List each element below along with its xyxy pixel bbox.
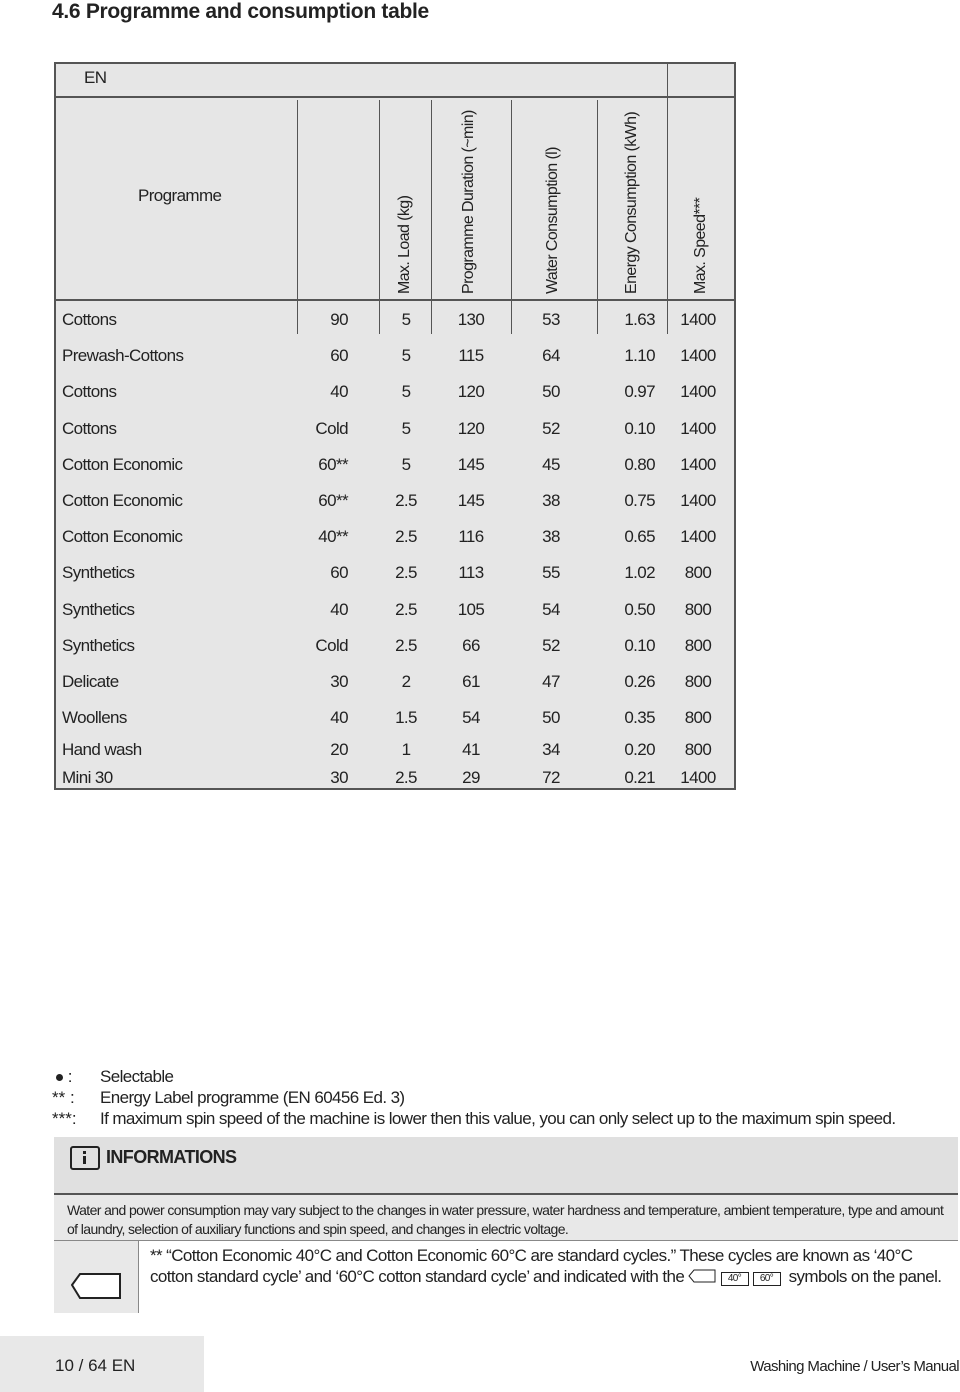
table-row <box>56 487 734 517</box>
programme-header: Programme <box>138 186 222 205</box>
energy-cell: 0.10 <box>624 636 655 655</box>
programme-cell: Woollens <box>62 708 127 727</box>
water-cell: 50 <box>542 382 560 401</box>
max-load-cell: 2.5 <box>395 636 417 655</box>
symbol-60: 60° <box>753 1272 781 1286</box>
water-cell: 55 <box>542 563 560 582</box>
temperature-cell: 60** <box>318 491 348 510</box>
energy-cell: 0.65 <box>624 527 655 546</box>
table-row <box>56 378 734 408</box>
energy-cell: 1.63 <box>624 310 655 329</box>
max-load-header: Max. Load (kg) <box>396 195 413 294</box>
temperature-cell: 60** <box>318 455 348 474</box>
water-cell: 47 <box>542 672 560 691</box>
programme-cell: Synthetics <box>62 636 135 655</box>
duration-cell: 115 <box>458 346 484 365</box>
programme-table <box>54 62 736 790</box>
water-cell: 53 <box>542 310 560 329</box>
temperature-cell: Cold <box>315 419 348 438</box>
table-row <box>56 668 734 698</box>
energy-cell: 0.26 <box>624 672 655 691</box>
max-load-cell: 2.5 <box>395 527 417 546</box>
max-load-cell: 2.5 <box>395 768 417 787</box>
max-load-cell: 5 <box>401 382 411 401</box>
water-cell: 54 <box>542 600 560 619</box>
table-row <box>56 736 734 766</box>
max-load-cell: 5 <box>401 346 411 365</box>
note-text-part2: symbols on the panel. <box>788 1267 942 1286</box>
water-cell: 52 <box>542 636 560 655</box>
programme-cell: Synthetics <box>62 563 135 582</box>
duration-header: Programme Duration (~min) <box>460 110 477 294</box>
speed-cell: 800 <box>684 636 712 655</box>
max-load-cell: 5 <box>401 419 411 438</box>
energy-cell: 0.50 <box>624 600 655 619</box>
duration-cell: 145 <box>457 491 485 510</box>
energy-cell: 1.02 <box>624 563 655 582</box>
section-title: 4.6 Programme and consumption table <box>52 0 429 23</box>
manual-title: Washing Machine / User’s Manual <box>750 1358 959 1375</box>
panel-symbols <box>688 1267 784 1288</box>
duration-cell: 116 <box>458 527 484 546</box>
speed-cell: 800 <box>684 740 712 759</box>
water-cell: 64 <box>542 346 560 365</box>
duration-cell: 66 <box>462 636 480 655</box>
energy-cell: 0.20 <box>624 740 655 759</box>
water-cell: 72 <box>542 768 560 787</box>
informations-box <box>54 1137 958 1312</box>
speed-cell: 800 <box>684 600 712 619</box>
informations-text: Water and power consumption may vary subject to the changes in water pressure, water hardness and temperature, ambient temperature, type and amount of laundry, selection of auxiliary functions and spin speed, and changes in electric voltage. <box>67 1202 944 1237</box>
duration-cell: 105 <box>457 600 485 619</box>
speed-cell: 1400 <box>680 768 716 787</box>
symbol-40: 40° <box>721 1272 749 1286</box>
programme-cell: Hand wash <box>62 740 142 759</box>
programme-cell: Cottons <box>62 382 117 401</box>
programme-cell: Delicate <box>62 672 119 691</box>
max-load-cell: 1 <box>401 740 411 759</box>
energy-cell: 0.35 <box>624 708 655 727</box>
water-cell: 45 <box>542 455 560 474</box>
label-tag-icon <box>71 1273 121 1299</box>
water-cell: 50 <box>542 708 560 727</box>
energy-cell: 0.21 <box>624 768 655 787</box>
max-load-cell: 1.5 <box>395 708 417 727</box>
programme-cell: Cotton Economic <box>62 491 183 510</box>
duration-cell: 61 <box>462 672 480 691</box>
temperature-cell: 20 <box>330 740 348 759</box>
table-row <box>56 415 734 445</box>
informations-header <box>54 1137 958 1195</box>
energy-cell: 0.97 <box>624 382 655 401</box>
temperature-cell: 30 <box>330 672 348 691</box>
water-header: Water Consumption (l) <box>544 147 561 294</box>
duration-cell: 29 <box>462 768 480 787</box>
speed-cell: 1400 <box>680 491 716 510</box>
speed-cell: 1400 <box>680 455 716 474</box>
water-cell: 38 <box>542 491 560 510</box>
programme-cell: Cottons <box>62 419 117 438</box>
energy-cell: 0.10 <box>624 419 655 438</box>
note-text-part1: ** “Cotton Economic 40°C and Cotton Economic 60°C are standard cycles.” These cycles are known as ‘40°C cotton standard cycle’ and ‘60°C cotton standard cycle’ and indicated with the <box>150 1246 913 1286</box>
temperature-cell: 60 <box>330 346 348 365</box>
table-row <box>56 559 734 589</box>
duration-cell: 120 <box>457 382 485 401</box>
duration-cell: 54 <box>462 708 480 727</box>
language-label: EN <box>84 68 107 87</box>
duration-cell: 41 <box>462 740 480 759</box>
duration-cell: 145 <box>457 455 485 474</box>
table-row <box>56 523 734 553</box>
bullet-icon <box>56 1074 63 1081</box>
max-load-cell: 2 <box>401 672 411 691</box>
tag-symbol-icon <box>688 1269 716 1283</box>
speed-cell: 800 <box>684 708 712 727</box>
table-row <box>56 451 734 481</box>
programme-cell: Cotton Economic <box>62 527 183 546</box>
programme-cell: Cotton Economic <box>62 455 183 474</box>
informations-title: INFORMATIONS <box>106 1147 237 1167</box>
page-footer <box>0 1336 960 1392</box>
max-load-cell: 2.5 <box>395 491 417 510</box>
page-number: 10 / 64 EN <box>55 1356 136 1375</box>
speed-cell: 1400 <box>680 527 716 546</box>
energy-header: Energy Consumption (kWh) <box>623 111 640 294</box>
programme-cell: Cottons <box>62 310 117 329</box>
water-cell: 34 <box>542 740 560 759</box>
max-load-cell: 2.5 <box>395 600 417 619</box>
water-cell: 52 <box>542 419 560 438</box>
table-row <box>56 342 734 372</box>
programme-cell: Mini 30 <box>62 768 113 787</box>
temperature-cell: 90 <box>330 310 348 329</box>
temperature-cell: 40 <box>330 708 348 727</box>
speed-cell: 800 <box>684 672 712 691</box>
table-row <box>56 632 734 662</box>
speed-header: Max. Speed*** <box>692 197 709 294</box>
temperature-cell: 60 <box>330 563 348 582</box>
max-load-cell: 2.5 <box>395 563 417 582</box>
duration-cell: 113 <box>458 563 484 582</box>
speed-cell: 1400 <box>680 419 716 438</box>
water-cell: 38 <box>542 527 560 546</box>
table-row <box>56 306 734 336</box>
info-icon <box>70 1146 100 1170</box>
speed-cell: 1400 <box>680 346 716 365</box>
temperature-cell: 40 <box>330 382 348 401</box>
programme-cell: Synthetics <box>62 600 135 619</box>
speed-cell: 800 <box>684 563 712 582</box>
temperature-cell: Cold <box>315 636 348 655</box>
max-load-cell: 5 <box>401 310 411 329</box>
table-row <box>56 596 734 626</box>
max-load-cell: 5 <box>401 455 411 474</box>
programme-cell: Prewash-Cottons <box>62 346 184 365</box>
speed-cell: 1400 <box>680 382 716 401</box>
temperature-cell: 30 <box>330 768 348 787</box>
duration-cell: 130 <box>457 310 485 329</box>
speed-cell: 1400 <box>680 310 716 329</box>
temperature-cell: 40 <box>330 600 348 619</box>
standard-cycle-note <box>54 1240 958 1313</box>
table-row <box>56 764 734 794</box>
duration-cell: 120 <box>457 419 485 438</box>
temperature-cell: 40** <box>318 527 348 546</box>
energy-cell: 0.75 <box>624 491 655 510</box>
energy-cell: 1.10 <box>624 346 655 365</box>
table-row <box>56 704 734 734</box>
energy-cell: 0.80 <box>624 455 655 474</box>
